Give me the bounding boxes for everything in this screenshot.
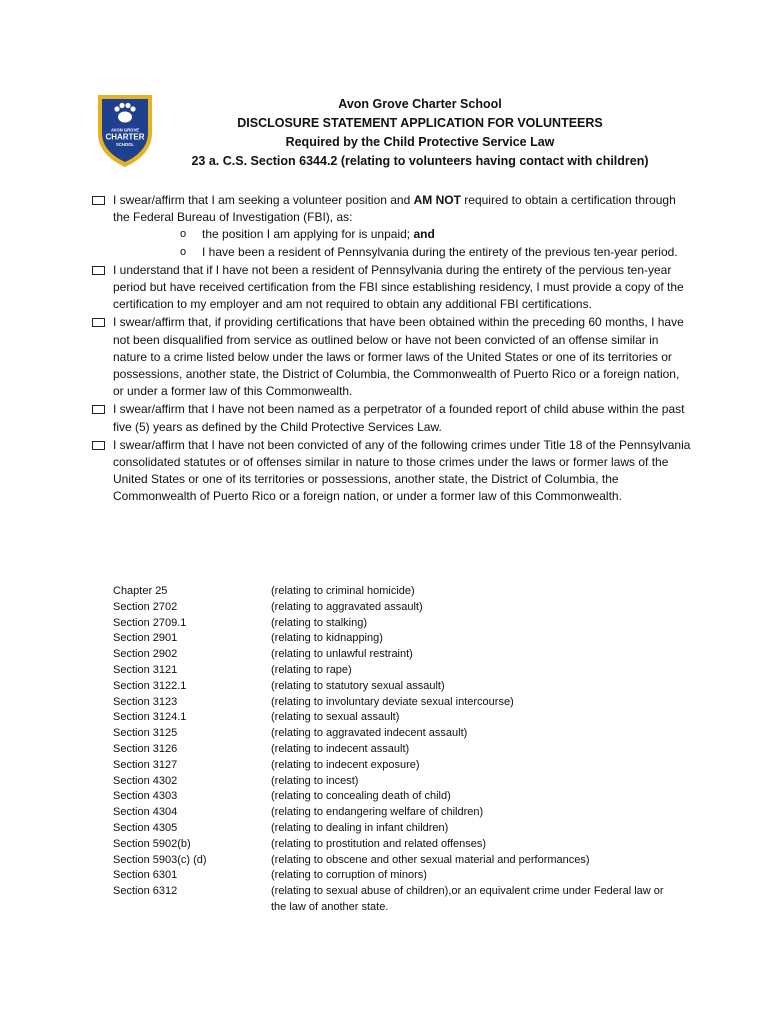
crime-section: Section 3123 xyxy=(113,695,178,708)
school-logo xyxy=(96,93,154,169)
affirmation-text: I swear/affirm that I have not been convicted of any of the following crimes under Title 18 of the Pennsylvania consolidated statutes or of offenses similar in nature to those crimes under the laws or former laws of the United States or one of its territories or possessions, another state, the District of Columbia, the Commonwealth of Puerto Rico or a foreign nation, or under a former law of this Commonwealth. xyxy=(113,437,691,504)
crime-section: Section 4302 xyxy=(113,774,178,787)
section-reference: 23 a. C.S. Section 6344.2 (relating to volunteers having contact with children) xyxy=(191,154,649,168)
checkbox-icon[interactable] xyxy=(92,196,105,205)
logo-main-text: CHARTER xyxy=(105,132,145,142)
crime-section: Section 2702 xyxy=(113,600,178,613)
crime-row xyxy=(113,616,713,632)
crime-section: Section 3121 xyxy=(113,663,178,676)
crime-description: (relating to rape) xyxy=(271,663,352,676)
crime-row xyxy=(113,805,713,821)
crime-section: Section 3124.1 xyxy=(113,711,187,724)
crime-row xyxy=(113,884,713,916)
crime-description: (relating to aggravated assault) xyxy=(271,600,423,613)
crime-description: (relating to corruption of minors) xyxy=(271,869,427,882)
crime-description: (relating to incest) xyxy=(271,774,359,787)
affirmation-list xyxy=(92,192,692,507)
crime-row xyxy=(113,679,713,695)
crime-row xyxy=(113,758,713,774)
crime-row xyxy=(113,631,713,647)
affirmation-text: required to obtain a certification through the Federal Bureau of Investigation (FBI), as: xyxy=(113,193,676,225)
crime-row xyxy=(113,837,713,853)
crime-row xyxy=(113,695,713,711)
crimes-list xyxy=(113,584,713,916)
crime-description: (relating to indecent assault) xyxy=(271,742,410,755)
crime-description: (relating to endangering welfare of children) xyxy=(271,806,484,819)
crime-row xyxy=(113,663,713,679)
affirmation-text: I swear/affirm that, if providing certifications that have been obtained within the preceding 60 months, I have not been disqualified from service as outlined below or have not been convicted of an offense similar in nature to a crime listed below under the laws or former laws of the United States or one of its territories or possessions, another state, the District of Columbia, the Commonwealth of Puerto Rico or a foreign nation, or under a former law of this Commonwealth. xyxy=(113,315,684,399)
crime-section: Section 4303 xyxy=(113,790,178,803)
crime-row xyxy=(113,868,713,884)
crime-section: Section 2709.1 xyxy=(113,616,187,629)
sub-condition xyxy=(113,226,692,243)
document-header xyxy=(170,95,670,171)
bullet-icon: o xyxy=(180,228,187,241)
affirmation-item-4 xyxy=(92,401,692,435)
logo-top-text: AVON GROVE xyxy=(110,127,140,133)
checkbox-icon[interactable] xyxy=(92,318,105,327)
crime-section: Section 4305 xyxy=(113,821,178,834)
checkbox-icon[interactable] xyxy=(92,405,105,414)
affirmation-item-5 xyxy=(92,437,692,506)
crime-section: Section 5902(b) xyxy=(113,837,191,850)
crime-section: Section 4304 xyxy=(113,806,178,819)
crime-section: Chapter 25 xyxy=(113,585,168,597)
crime-row xyxy=(113,726,713,742)
crime-section: Section 2902 xyxy=(113,648,178,661)
sub-condition-text: the position I am applying for is unpaid; xyxy=(202,227,414,242)
crime-section: Section 2901 xyxy=(113,632,178,645)
crime-description: (relating to criminal homicide) xyxy=(271,585,415,597)
crime-description: (relating to involuntary deviate sexual intercourse) xyxy=(271,695,514,708)
crime-row xyxy=(113,742,713,758)
crime-description: (relating to concealing death of child) xyxy=(271,790,451,803)
affirmation-text: I swear/affirm that I am seeking a volunteer position and xyxy=(113,193,414,207)
crime-description: (relating to sexual assault) xyxy=(271,711,400,724)
crime-row xyxy=(113,821,713,837)
crime-row xyxy=(113,710,713,726)
crime-row xyxy=(113,600,713,616)
crime-row xyxy=(113,584,713,600)
crime-row xyxy=(113,853,713,869)
crime-section: Section 6312 xyxy=(113,885,178,898)
crime-description: (relating to stalking) xyxy=(271,616,367,629)
checkbox-icon[interactable] xyxy=(92,441,105,450)
affirmation-text: I swear/affirm that I have not been named as a perpetrator of a founded report of child abuse within the past five (5) years as defined by the Child Protective Services Law. xyxy=(113,402,685,434)
crime-description: (relating to obscene and other sexual material and performances) xyxy=(271,853,590,866)
crime-description: (relating to aggravated indecent assault) xyxy=(271,727,468,740)
crime-description: (relating to prostitution and related offenses) xyxy=(271,837,487,850)
crime-section: Section 3126 xyxy=(113,742,178,755)
crime-description: (relating to unlawful restraint) xyxy=(271,648,413,661)
crime-row xyxy=(113,647,713,663)
crime-section: Section 3125 xyxy=(113,727,178,740)
sub-condition xyxy=(113,244,692,261)
crime-section: Section 3127 xyxy=(113,758,178,771)
crime-description: (relating to kidnapping) xyxy=(271,632,383,645)
sub-condition-text: I have been a resident of Pennsylvania during the entirety of the previous ten-year period. xyxy=(202,244,678,259)
bullet-icon: o xyxy=(180,245,187,258)
affirmation-item-3 xyxy=(92,314,692,400)
crime-section: Section 3122.1 xyxy=(113,679,187,692)
crime-row xyxy=(113,789,713,805)
document-title: DISCLOSURE STATEMENT APPLICATION FOR VOLUNTEERS xyxy=(237,116,603,130)
crime-description: (relating to indecent exposure) xyxy=(271,758,420,771)
crime-section: Section 6301 xyxy=(113,869,178,882)
crime-description: (relating to sexual abuse of children),or an equivalent crime under Federal law or the law of another state. xyxy=(271,885,664,913)
crime-description: (relating to dealing in infant children) xyxy=(271,821,449,834)
affirmation-item-1 xyxy=(92,192,692,261)
sub-condition-emphasis: and xyxy=(413,227,435,242)
affirmation-item-2 xyxy=(92,262,692,314)
crime-row xyxy=(113,774,713,790)
logo-bottom-text: SCHOOL xyxy=(116,142,134,147)
crime-section: Section 5903(c) (d) xyxy=(113,853,207,866)
crime-description: (relating to statutory sexual assault) xyxy=(271,679,445,692)
law-reference: Required by the Child Protective Service Law xyxy=(285,135,555,149)
affirmation-emphasis: AM NOT xyxy=(413,193,461,207)
checkbox-icon[interactable] xyxy=(92,266,105,275)
school-name: Avon Grove Charter School xyxy=(338,97,502,111)
affirmation-text: I understand that if I have not been a resident of Pennsylvania during the entirety of the pervious ten-year period but have received certification from the FBI since establishing residency, I must provide a copy of the certification to my employer and am not required to obtain any additional FBI certifications. xyxy=(113,262,684,312)
